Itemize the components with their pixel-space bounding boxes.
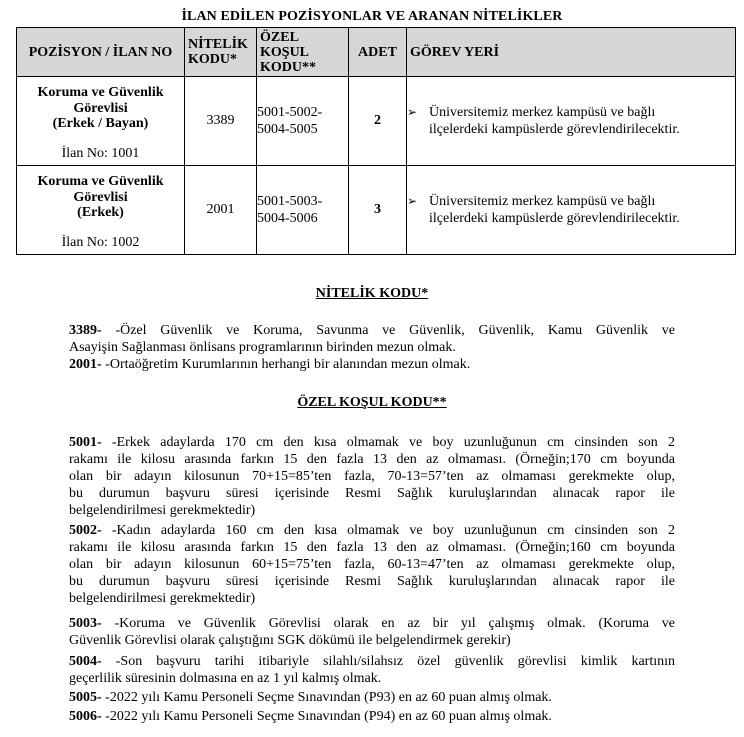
ozel-item-5001: 5001- -Erkek adaylarda 170 cm den kısa olmamak ve boy uzunluğunun cm cinsinden son 2 rakamı ile kilosu arasında farkın 15 den fazla 13 den az olmaması. (Örneğin;170 cm boyunda olan bir adayın kilosunun 70+15=85’ten fazla, 70-13=57’ten az olmaması gerekmekte olup, bu durumun başvuru süresi içerisinde Resmi Sağlık kuruluşlarından alınacak rapor ile belgelendirilmesi gerekmektedir) [69, 435, 675, 518]
ilan-no: İlan No: 1001 [61, 145, 140, 161]
ozel-item-5006: 5006- -2022 yılı Kamu Personeli Seçme Sınavından (P94) en az 60 puan almış olmak. [69, 709, 552, 724]
nitelik-section-title: NİTELİK KODU* [315, 286, 429, 301]
header-nitelik: NİTELİK KODU* [185, 28, 257, 77]
ozel-code-cell: 5001-5003- 5004-5006 [257, 166, 349, 255]
table-row [17, 166, 736, 255]
gorev-cell: ➢ Üniversitemiz merkez kampüsü ve bağlı ilçelerdeki kampüslerde görevlendirilecektir. [407, 166, 736, 255]
nitelik-item-2001: 2001- -Ortaöğretim Kurumlarının herhangi bir alanından mezun olmak. [69, 357, 471, 372]
header-gorev: GÖREV YERİ [407, 28, 736, 77]
page-title: İLAN EDİLEN POZİSYONLAR VE ARANAN NİTELİKLER [181, 9, 563, 24]
ozel-item-5002: 5002- -Kadın adaylarda 160 cm den kısa olmamak ve boy uzunluğunun cm cinsinden son 2 rakamı ile kilosu arasında farkın 15 den fazla 13 den az olmaması. (Örneğin;160 cm boyunda olan bir adayın kilosunun 60+15=75’ten fazla, 60-13=47’ten az olmaması gerekmekte olup, bu durumun başvuru süresi içerisinde Resmi Sağlık kuruluşlarından alınacak rapor ile belgelendirilmesi gerekmektedir) [69, 523, 675, 606]
position-cell: Koruma ve Güvenlik Görevlisi (Erkek / Bayan) İlan No: 1001 [17, 77, 185, 166]
table-header-row [17, 28, 736, 77]
arrow-bullet-icon: ➢ [407, 105, 418, 119]
ozel-item-5004: 5004- -Son başvuru tarihi itibariyle silahlı/silahsız özel güvenlik görevlisi kimlik kartının geçerlilik süresinin dolmasına en az 1 yıl kalmış olmak. [69, 654, 675, 686]
positions-table [16, 27, 736, 255]
header-ozel: ÖZEL KOŞUL KODU** [257, 28, 349, 77]
position-cell: Koruma ve Güvenlik Görevlisi (Erkek) İlan No: 1002 [17, 166, 185, 255]
ozel-item-5003: 5003- -Koruma ve Güvenlik Görevlisi olarak en az bir yıl çalışmış olmak. (Koruma ve Güvenlik Görevlisi olarak çalıştığını SGK dökümü ile belgelendirmek gerekir) [69, 616, 675, 648]
ozel-code-cell: 5001-5002- 5004-5005 [257, 77, 349, 166]
gorev-cell: ➢ Üniversitemiz merkez kampüsü ve bağlı ilçelerdeki kampüslerde görevlendirilecektir. [407, 77, 736, 166]
ozel-section-title: ÖZEL KOŞUL KODU** [297, 395, 447, 410]
nitelik-item-3389: 3389- -Özel Güvenlik ve Koruma, Savunma ve Güvenlik, Güvenlik, Kamu Güvenlik ve Asayişin Sağlanması önlisans programlarının birinden mezun olmak. [69, 323, 675, 355]
ilan-no: İlan No: 1002 [61, 234, 140, 250]
header-adet: ADET [349, 28, 407, 77]
ozel-item-5005: 5005- -2022 yılı Kamu Personeli Seçme Sınavından (P93) en az 60 puan almış olmak. [69, 690, 552, 705]
adet-cell: 3 [349, 166, 407, 255]
nitelik-code-cell: 2001 [185, 166, 257, 255]
adet-cell: 2 [349, 77, 407, 166]
nitelik-code-cell: 3389 [185, 77, 257, 166]
header-position: POZİSYON / İLAN NO [17, 28, 185, 77]
arrow-bullet-icon: ➢ [407, 194, 418, 208]
table-row [17, 77, 736, 166]
